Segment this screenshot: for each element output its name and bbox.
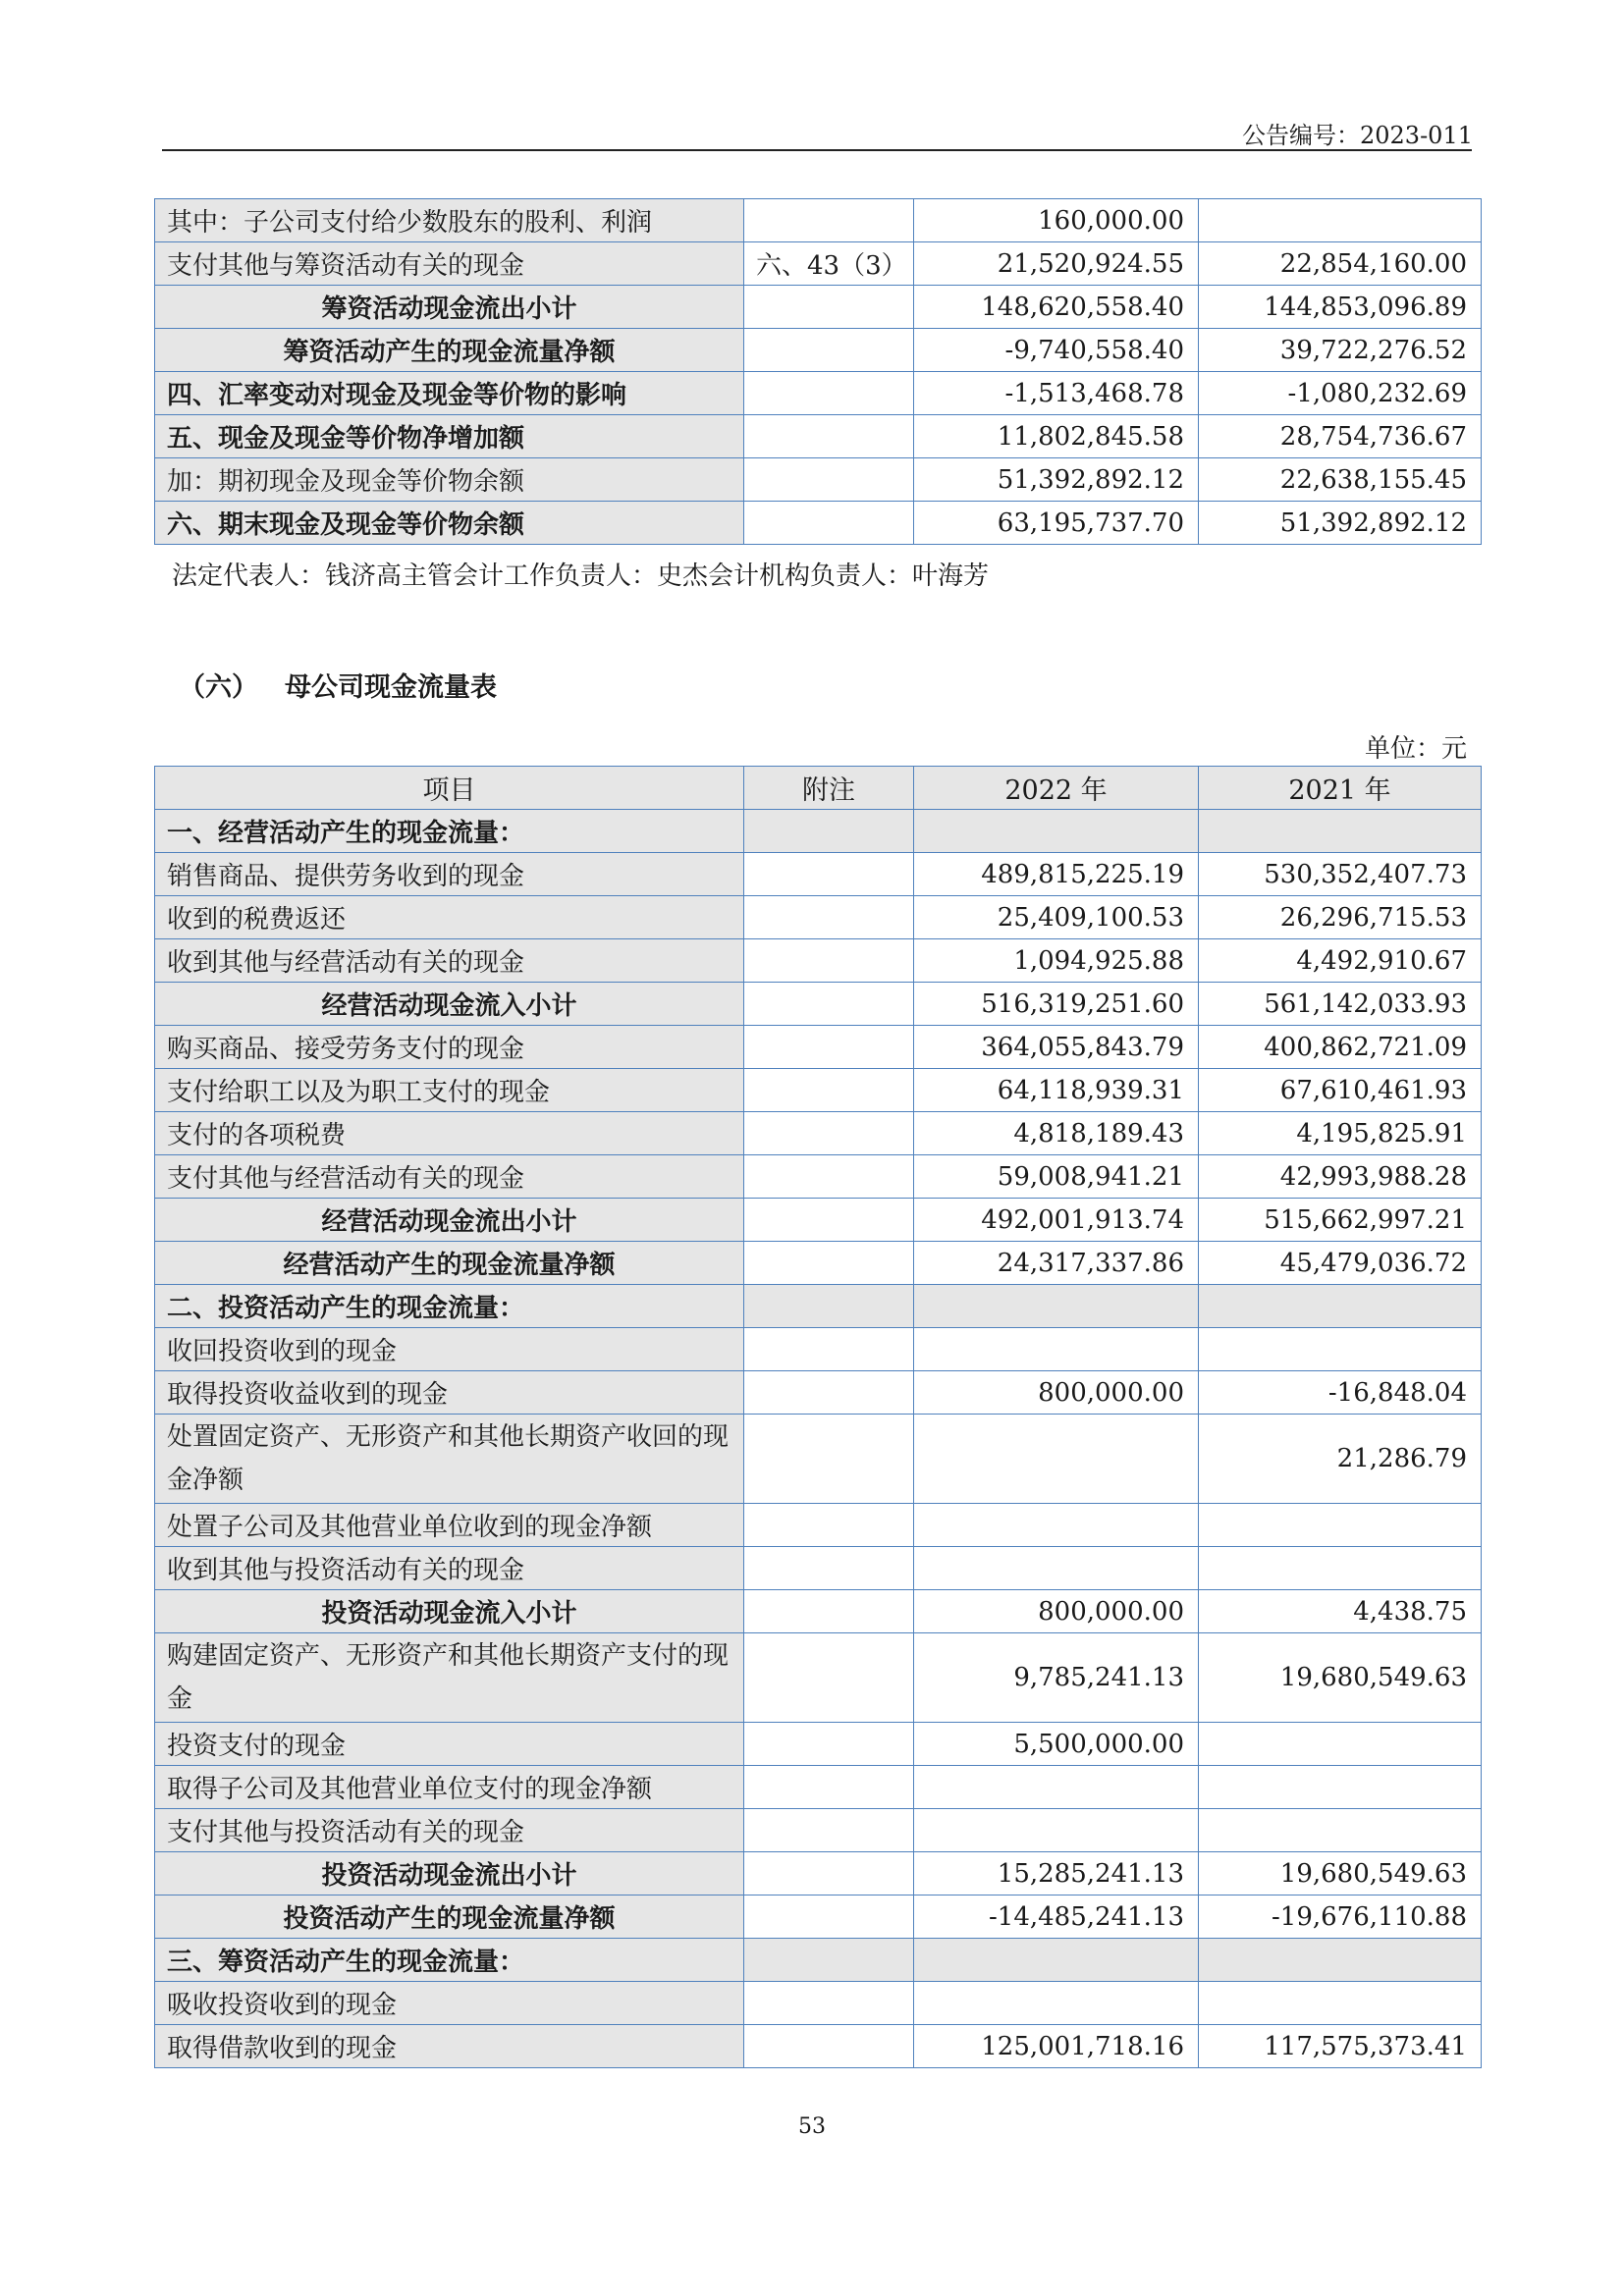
row-note bbox=[744, 1504, 914, 1547]
row-value-2021 bbox=[1199, 199, 1482, 242]
row-note bbox=[744, 1939, 914, 1982]
row-value-2022: 364,055,843.79 bbox=[914, 1026, 1199, 1069]
row-item-label: 经营活动现金流入小计 bbox=[155, 983, 744, 1026]
page-number: 53 bbox=[798, 2114, 826, 2139]
row-note bbox=[744, 1982, 914, 2025]
row-value-2021: 4,492,910.67 bbox=[1199, 939, 1482, 983]
table-row bbox=[155, 199, 1482, 242]
row-value-2021: 51,392,892.12 bbox=[1199, 502, 1482, 545]
row-note bbox=[744, 810, 914, 853]
row-value-2022: 9,785,241.13 bbox=[914, 1633, 1199, 1723]
row-value-2022: 24,317,337.86 bbox=[914, 1242, 1199, 1285]
row-note bbox=[744, 1415, 914, 1504]
row-note bbox=[744, 199, 914, 242]
row-value-2021: 22,638,155.45 bbox=[1199, 458, 1482, 502]
row-value-2022: -1,513,468.78 bbox=[914, 372, 1199, 415]
row-note bbox=[744, 1896, 914, 1939]
row-note bbox=[744, 329, 914, 372]
row-value-2022 bbox=[914, 1809, 1199, 1852]
table-row bbox=[155, 502, 1482, 545]
row-value-2022: 800,000.00 bbox=[914, 1590, 1199, 1633]
row-value-2021: 4,195,825.91 bbox=[1199, 1112, 1482, 1155]
table-row bbox=[155, 2025, 1482, 2068]
table-row bbox=[155, 1939, 1482, 1982]
table-row bbox=[155, 1155, 1482, 1199]
table-row bbox=[155, 458, 1482, 502]
row-value-2021 bbox=[1199, 1504, 1482, 1547]
row-value-2022: 21,520,924.55 bbox=[914, 242, 1199, 286]
parent-cash-flow-table bbox=[154, 766, 1482, 2068]
row-value-2021: 515,662,997.21 bbox=[1199, 1199, 1482, 1242]
row-item-label: 经营活动产生的现金流量净额 bbox=[155, 1242, 744, 1285]
row-note bbox=[744, 1633, 914, 1723]
table-row bbox=[155, 1547, 1482, 1590]
row-item-label: 筹资活动产生的现金流量净额 bbox=[155, 329, 744, 372]
row-value-2022 bbox=[914, 1504, 1199, 1547]
row-note: 六、43（3） bbox=[744, 242, 914, 286]
row-value-2022 bbox=[914, 810, 1199, 853]
row-value-2022: 63,195,737.70 bbox=[914, 502, 1199, 545]
header-note: 附注 bbox=[744, 767, 914, 810]
row-note bbox=[744, 1547, 914, 1590]
row-item-label: 购买商品、接受劳务支付的现金 bbox=[155, 1026, 744, 1069]
row-item-label: 四、汇率变动对现金及现金等价物的影响 bbox=[155, 372, 744, 415]
row-item-label: 支付其他与筹资活动有关的现金 bbox=[155, 242, 744, 286]
row-item-label: 支付的各项税费 bbox=[155, 1112, 744, 1155]
table-row bbox=[155, 1242, 1482, 1285]
announcement-number: 公告编号：2023-011 bbox=[1242, 122, 1473, 149]
row-item-label: 投资活动现金流入小计 bbox=[155, 1590, 744, 1633]
table-row bbox=[155, 1112, 1482, 1155]
table-row bbox=[155, 1982, 1482, 2025]
row-note bbox=[744, 2025, 914, 2068]
header-divider bbox=[162, 149, 1472, 151]
row-note bbox=[744, 1242, 914, 1285]
row-note bbox=[744, 1026, 914, 1069]
row-value-2021: 45,479,036.72 bbox=[1199, 1242, 1482, 1285]
row-value-2021: -16,848.04 bbox=[1199, 1371, 1482, 1415]
table-header-row bbox=[155, 767, 1482, 810]
row-value-2021 bbox=[1199, 1328, 1482, 1371]
row-value-2022: 125,001,718.16 bbox=[914, 2025, 1199, 2068]
row-note bbox=[744, 1766, 914, 1809]
table-row bbox=[155, 1504, 1482, 1547]
table-row bbox=[155, 1723, 1482, 1766]
row-note bbox=[744, 1069, 914, 1112]
row-value-2022: 160,000.00 bbox=[914, 199, 1199, 242]
row-note bbox=[744, 1112, 914, 1155]
row-value-2021 bbox=[1199, 1285, 1482, 1328]
header-item: 项目 bbox=[155, 767, 744, 810]
row-item-label: 收回投资收到的现金 bbox=[155, 1328, 744, 1371]
row-value-2021: 144,853,096.89 bbox=[1199, 286, 1482, 329]
row-value-2022: 59,008,941.21 bbox=[914, 1155, 1199, 1199]
row-value-2022 bbox=[914, 1982, 1199, 2025]
table-row bbox=[155, 329, 1482, 372]
row-value-2022: 64,118,939.31 bbox=[914, 1069, 1199, 1112]
row-note bbox=[744, 458, 914, 502]
row-value-2021 bbox=[1199, 1809, 1482, 1852]
row-item-label: 取得投资收益收到的现金 bbox=[155, 1371, 744, 1415]
row-value-2021 bbox=[1199, 810, 1482, 853]
table1-body bbox=[155, 199, 1482, 545]
table-row bbox=[155, 1069, 1482, 1112]
table-row bbox=[155, 1633, 1482, 1723]
row-item-label: 五、现金及现金等价物净增加额 bbox=[155, 415, 744, 458]
unit-label: 单位：元 bbox=[1364, 734, 1467, 764]
row-value-2022 bbox=[914, 1547, 1199, 1590]
row-note bbox=[744, 1199, 914, 1242]
row-value-2021: 39,722,276.52 bbox=[1199, 329, 1482, 372]
row-item-label: 收到其他与投资活动有关的现金 bbox=[155, 1547, 744, 1590]
row-note bbox=[744, 502, 914, 545]
row-item-label: 支付其他与经营活动有关的现金 bbox=[155, 1155, 744, 1199]
row-value-2021: 67,610,461.93 bbox=[1199, 1069, 1482, 1112]
row-note bbox=[744, 853, 914, 896]
row-item-label: 收到的税费返还 bbox=[155, 896, 744, 939]
row-value-2021: 530,352,407.73 bbox=[1199, 853, 1482, 896]
row-value-2022 bbox=[914, 1328, 1199, 1371]
row-value-2022: 492,001,913.74 bbox=[914, 1199, 1199, 1242]
row-item-label: 购建固定资产、无形资产和其他长期资产支付的现金 bbox=[155, 1633, 744, 1723]
row-value-2022 bbox=[914, 1285, 1199, 1328]
row-value-2022: -9,740,558.40 bbox=[914, 329, 1199, 372]
header-2021: 2021 年 bbox=[1199, 767, 1482, 810]
row-value-2021: 4,438.75 bbox=[1199, 1590, 1482, 1633]
row-value-2022: 51,392,892.12 bbox=[914, 458, 1199, 502]
row-item-label: 销售商品、提供劳务收到的现金 bbox=[155, 853, 744, 896]
row-value-2022: 489,815,225.19 bbox=[914, 853, 1199, 896]
table-row bbox=[155, 1285, 1482, 1328]
row-value-2021 bbox=[1199, 1547, 1482, 1590]
row-value-2022 bbox=[914, 1939, 1199, 1982]
row-value-2021 bbox=[1199, 1766, 1482, 1809]
table-row bbox=[155, 1415, 1482, 1504]
table-row bbox=[155, 939, 1482, 983]
row-value-2022: 11,802,845.58 bbox=[914, 415, 1199, 458]
row-value-2021 bbox=[1199, 1982, 1482, 2025]
table-row bbox=[155, 810, 1482, 853]
signature-line: 法定代表人：钱济高主管会计工作负责人：史杰会计机构负责人：叶海芳 bbox=[172, 561, 990, 591]
section-title: 母公司现金流量表 bbox=[285, 672, 497, 703]
row-value-2022: 15,285,241.13 bbox=[914, 1852, 1199, 1896]
table-row bbox=[155, 1590, 1482, 1633]
row-note bbox=[744, 1155, 914, 1199]
row-note bbox=[744, 1590, 914, 1633]
row-note bbox=[744, 1371, 914, 1415]
table-row bbox=[155, 896, 1482, 939]
row-value-2021: 561,142,033.93 bbox=[1199, 983, 1482, 1026]
row-note bbox=[744, 1809, 914, 1852]
row-value-2021: 22,854,160.00 bbox=[1199, 242, 1482, 286]
table-row bbox=[155, 286, 1482, 329]
table2-body bbox=[155, 810, 1482, 2068]
section-heading bbox=[179, 666, 497, 704]
row-note bbox=[744, 896, 914, 939]
row-value-2021: -19,676,110.88 bbox=[1199, 1896, 1482, 1939]
table-row bbox=[155, 1896, 1482, 1939]
row-note bbox=[744, 983, 914, 1026]
table-row bbox=[155, 415, 1482, 458]
table-row bbox=[155, 372, 1482, 415]
row-item-label: 投资活动现金流出小计 bbox=[155, 1852, 744, 1896]
row-item-label: 加：期初现金及现金等价物余额 bbox=[155, 458, 744, 502]
row-note bbox=[744, 1852, 914, 1896]
row-value-2021: 117,575,373.41 bbox=[1199, 2025, 1482, 2068]
row-value-2022: -14,485,241.13 bbox=[914, 1896, 1199, 1939]
row-item-label: 取得子公司及其他营业单位支付的现金净额 bbox=[155, 1766, 744, 1809]
row-value-2022: 800,000.00 bbox=[914, 1371, 1199, 1415]
row-value-2021: -1,080,232.69 bbox=[1199, 372, 1482, 415]
row-item-label: 一、经营活动产生的现金流量： bbox=[155, 810, 744, 853]
table-row bbox=[155, 1809, 1482, 1852]
row-item-label: 处置子公司及其他营业单位收到的现金净额 bbox=[155, 1504, 744, 1547]
row-value-2021 bbox=[1199, 1723, 1482, 1766]
row-value-2022: 516,319,251.60 bbox=[914, 983, 1199, 1026]
table-row bbox=[155, 853, 1482, 896]
row-value-2022: 25,409,100.53 bbox=[914, 896, 1199, 939]
row-value-2022: 148,620,558.40 bbox=[914, 286, 1199, 329]
consolidated-cash-flow-table-continued bbox=[154, 198, 1482, 545]
row-note bbox=[744, 1285, 914, 1328]
row-item-label: 投资活动产生的现金流量净额 bbox=[155, 1896, 744, 1939]
row-item-label: 筹资活动现金流出小计 bbox=[155, 286, 744, 329]
row-note bbox=[744, 1328, 914, 1371]
row-value-2022 bbox=[914, 1766, 1199, 1809]
row-item-label: 六、期末现金及现金等价物余额 bbox=[155, 502, 744, 545]
row-value-2021: 28,754,736.67 bbox=[1199, 415, 1482, 458]
table-row bbox=[155, 242, 1482, 286]
row-value-2022: 1,094,925.88 bbox=[914, 939, 1199, 983]
row-item-label: 三、筹资活动产生的现金流量： bbox=[155, 1939, 744, 1982]
table-row bbox=[155, 1766, 1482, 1809]
row-value-2021 bbox=[1199, 1939, 1482, 1982]
row-note bbox=[744, 372, 914, 415]
table-row bbox=[155, 983, 1482, 1026]
row-item-label: 支付其他与投资活动有关的现金 bbox=[155, 1809, 744, 1852]
row-note bbox=[744, 939, 914, 983]
row-value-2021: 26,296,715.53 bbox=[1199, 896, 1482, 939]
row-item-label: 收到其他与经营活动有关的现金 bbox=[155, 939, 744, 983]
table-row bbox=[155, 1852, 1482, 1896]
table-row bbox=[155, 1199, 1482, 1242]
row-value-2021: 19,680,549.63 bbox=[1199, 1852, 1482, 1896]
row-value-2021: 21,286.79 bbox=[1199, 1415, 1482, 1504]
row-item-label: 支付给职工以及为职工支付的现金 bbox=[155, 1069, 744, 1112]
table-row bbox=[155, 1371, 1482, 1415]
row-item-label: 取得借款收到的现金 bbox=[155, 2025, 744, 2068]
row-item-label: 二、投资活动产生的现金流量： bbox=[155, 1285, 744, 1328]
table-row bbox=[155, 1328, 1482, 1371]
row-item-label: 处置固定资产、无形资产和其他长期资产收回的现金净额 bbox=[155, 1415, 744, 1504]
row-value-2021: 19,680,549.63 bbox=[1199, 1633, 1482, 1723]
row-value-2022 bbox=[914, 1415, 1199, 1504]
row-item-label: 投资支付的现金 bbox=[155, 1723, 744, 1766]
row-note bbox=[744, 286, 914, 329]
row-value-2021: 42,993,988.28 bbox=[1199, 1155, 1482, 1199]
row-value-2022: 5,500,000.00 bbox=[914, 1723, 1199, 1766]
row-note bbox=[744, 415, 914, 458]
row-item-label: 经营活动现金流出小计 bbox=[155, 1199, 744, 1242]
header-2022: 2022 年 bbox=[914, 767, 1199, 810]
row-note bbox=[744, 1723, 914, 1766]
section-number: （六） bbox=[179, 672, 258, 703]
row-value-2022: 4,818,189.43 bbox=[914, 1112, 1199, 1155]
row-item-label: 其中：子公司支付给少数股东的股利、利润 bbox=[155, 199, 744, 242]
row-item-label: 吸收投资收到的现金 bbox=[155, 1982, 744, 2025]
table-row bbox=[155, 1026, 1482, 1069]
row-value-2021: 400,862,721.09 bbox=[1199, 1026, 1482, 1069]
